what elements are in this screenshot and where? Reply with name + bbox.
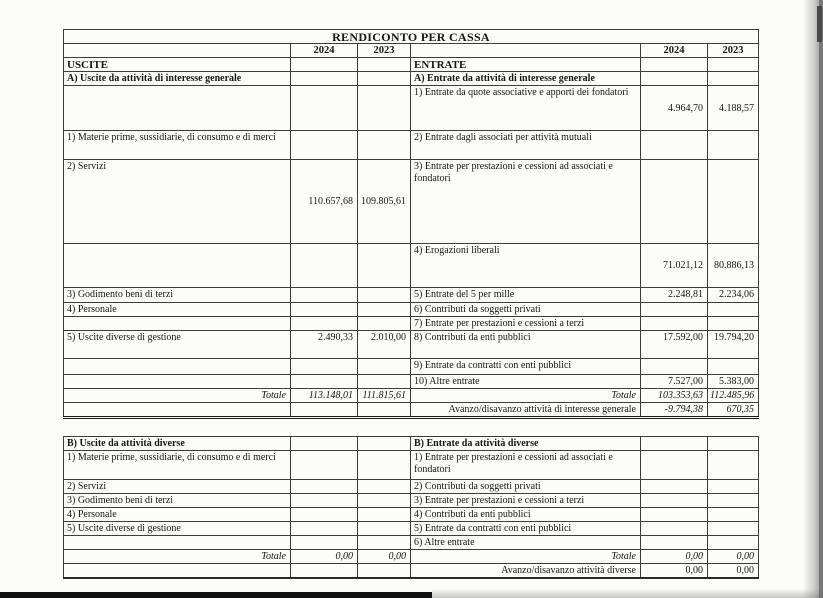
empty-cell	[708, 58, 759, 72]
empty-cell	[641, 58, 708, 72]
a-entrate-cinque-per-mille-2023: 2.234,06	[708, 288, 759, 303]
a-entrate-altre-2023: 5.383,00	[708, 375, 759, 389]
empty-cell	[708, 536, 759, 550]
col-header-entrate-2024: 2024	[641, 44, 708, 58]
a-uscite-personale-label: 4) Personale	[64, 303, 291, 317]
a-entrate-quote-label: 1) Entrate da quote associative e apporti dei fondatori	[411, 86, 641, 131]
b-entrate-prestazioni-associati-label: 1) Entrate per prestazioni e cessioni ad associati e fondatori	[411, 451, 641, 480]
a-uscite-servizi-2023: 109.805,61	[358, 160, 411, 244]
b-entrate-soggetti-privati-label: 2) Contributi da soggetti privati	[411, 480, 641, 494]
uscite-header: USCITE	[64, 58, 291, 72]
empty-cell	[641, 317, 708, 331]
col-header-uscite-2024: 2024	[291, 44, 358, 58]
empty-cell	[291, 317, 358, 331]
b-entrate-totale-label: Totale	[411, 550, 641, 564]
a-entrate-mutuali-label: 2) Entrate dagli associati per attività mutuali	[411, 131, 641, 160]
empty-cell	[708, 437, 759, 451]
empty-cell	[64, 403, 291, 418]
empty-cell	[358, 480, 411, 494]
a-entrate-erogazioni-2024: 71.021,12	[641, 244, 708, 288]
a-entrate-contratti-enti-label: 9) Entrate da contratti con enti pubblici	[411, 359, 641, 375]
empty-cell	[708, 522, 759, 536]
empty-cell	[641, 480, 708, 494]
empty-cell	[64, 375, 291, 389]
a-avanzo-label: Avanzo/disavanzo attività di interesse generale	[411, 403, 641, 418]
empty-cell	[708, 131, 759, 160]
col-header-entrate-2023: 2023	[708, 44, 759, 58]
a-entrate-soggetti-privati-label: 6) Contributi da soggetti privati	[411, 303, 641, 317]
a-entrate-enti-pubblici-2024: 17.592,00	[641, 331, 708, 359]
a-uscite-diverse-label: 5) Uscite diverse di gestione	[64, 331, 291, 359]
empty-cell	[291, 403, 358, 418]
empty-cell	[291, 564, 358, 579]
empty-cell	[291, 451, 358, 480]
b-entrate-enti-pubblici-label: 4) Contributi da enti pubblici	[411, 508, 641, 522]
empty-cell	[708, 317, 759, 331]
empty-cell	[358, 564, 411, 579]
empty-cell	[358, 317, 411, 331]
a-entrate-enti-pubblici-2023: 19.794,20	[708, 331, 759, 359]
a-entrate-erogazioni-2023: 80.886,13	[708, 244, 759, 288]
empty-cell	[641, 536, 708, 550]
empty-cell	[358, 288, 411, 303]
empty-cell	[291, 508, 358, 522]
a-entrate-totale-2023: 112.485,96	[708, 389, 759, 403]
a-uscite-godimento-label: 3) Godimento beni di terzi	[64, 288, 291, 303]
empty-cell	[641, 494, 708, 508]
empty-cell	[358, 131, 411, 160]
empty-cell	[291, 494, 358, 508]
empty-cell	[641, 522, 708, 536]
empty-cell	[64, 244, 291, 288]
empty-cell	[358, 403, 411, 418]
empty-cell	[358, 359, 411, 375]
empty-cell	[291, 437, 358, 451]
b-uscite-materie-prime-label: 1) Materie prime, sussidiarie, di consumo e di merci	[64, 451, 291, 480]
a-entrate-quote-2023: 4.188,57	[708, 86, 759, 131]
empty-cell	[641, 451, 708, 480]
b-entrate-contratti-enti-label: 5) Entrate da contratti con enti pubblici	[411, 522, 641, 536]
empty-cell	[358, 437, 411, 451]
empty-cell	[708, 494, 759, 508]
empty-cell	[64, 44, 291, 58]
empty-cell	[411, 44, 641, 58]
a-avanzo-2023: 670,35	[708, 403, 759, 418]
empty-cell	[64, 317, 291, 331]
empty-cell	[291, 244, 358, 288]
b-avanzo-2024: 0,00	[641, 564, 708, 579]
a-entrate-enti-pubblici-label: 8) Contributi da enti pubblici	[411, 331, 641, 359]
empty-cell	[291, 131, 358, 160]
b-avanzo-label: Avanzo/disavanzo attività diverse	[411, 564, 641, 579]
a-entrate-quote-2024: 4.964,70	[641, 86, 708, 131]
a-entrate-altre-label: 10) Altre entrate	[411, 375, 641, 389]
scan-right-edge-line	[819, 0, 823, 598]
empty-cell	[358, 86, 411, 131]
empty-cell	[708, 480, 759, 494]
b-avanzo-2023: 0,00	[708, 564, 759, 579]
empty-cell	[358, 244, 411, 288]
empty-cell	[708, 451, 759, 480]
empty-cell	[708, 160, 759, 244]
empty-cell	[291, 58, 358, 72]
b-entrate-totale-2024: 0,00	[641, 550, 708, 564]
a-uscite-materie-prime-label: 1) Materie prime, sussidiarie, di consumo e di merci	[64, 131, 291, 160]
b-uscite-personale-label: 4) Personale	[64, 508, 291, 522]
a-avanzo-2024: -9.794,38	[641, 403, 708, 418]
empty-cell	[641, 72, 708, 86]
b-uscite-totale-label: Totale	[64, 550, 291, 564]
b-uscite-totale-2024: 0,00	[291, 550, 358, 564]
empty-cell	[358, 303, 411, 317]
a-uscite-servizi-label: 2) Servizi	[64, 160, 291, 244]
empty-cell	[64, 359, 291, 375]
empty-cell	[641, 160, 708, 244]
empty-cell	[708, 72, 759, 86]
scan-bottom-black-bar	[0, 592, 432, 598]
empty-cell	[708, 359, 759, 375]
a-uscite-totale-label: Totale	[64, 389, 291, 403]
col-header-uscite-2023: 2023	[358, 44, 411, 58]
empty-cell	[291, 303, 358, 317]
b-uscite-totale-2023: 0,00	[358, 550, 411, 564]
empty-cell	[641, 131, 708, 160]
empty-cell	[291, 480, 358, 494]
empty-cell	[64, 564, 291, 579]
empty-cell	[641, 303, 708, 317]
a-entrate-prestazioni-terzi-label: 7) Entrate per prestazioni e cessioni a terzi	[411, 317, 641, 331]
entrate-header: ENTRATE	[411, 58, 641, 72]
b-entrate-totale-2023: 0,00	[708, 550, 759, 564]
a-uscite-totale-2024: 113.148,01	[291, 389, 358, 403]
empty-cell	[708, 303, 759, 317]
b-entrate-prestazioni-terzi-label: 3) Entrate per prestazioni e cessioni a terzi	[411, 494, 641, 508]
report-title: RENDICONTO PER CASSA	[64, 30, 759, 44]
b-entrate-altre-label: 6) Altre entrate	[411, 536, 641, 550]
scan-top-right-mark	[817, 6, 822, 42]
empty-cell	[291, 522, 358, 536]
a-uscite-diverse-2024: 2.490,33	[291, 331, 358, 359]
empty-cell	[358, 494, 411, 508]
a-entrate-cinque-per-mille-label: 5) Entrate del 5 per mille	[411, 288, 641, 303]
empty-cell	[291, 72, 358, 86]
empty-cell	[291, 288, 358, 303]
empty-cell	[708, 508, 759, 522]
b-uscite-diverse-label: 5) Uscite diverse di gestione	[64, 522, 291, 536]
a-uscite-servizi-2024: 110.657,68	[291, 160, 358, 244]
a-uscite-totale-2023: 111.815,61	[358, 389, 411, 403]
b-uscite-godimento-label: 3) Godimento beni di terzi	[64, 494, 291, 508]
a-entrate-cinque-per-mille-2024: 2.248,81	[641, 288, 708, 303]
a-uscite-section-title: A) Uscite da attività di interesse generale	[64, 72, 291, 86]
a-entrate-totale-2024: 103.353,63	[641, 389, 708, 403]
empty-cell	[641, 437, 708, 451]
empty-cell	[358, 522, 411, 536]
b-uscite-section-title: B) Uscite da attività diverse	[64, 437, 291, 451]
a-entrate-totale-label: Totale	[411, 389, 641, 403]
a-entrate-prestazioni-associati-label: 3) Entrate per prestazioni e cessioni ad associati e fondatori	[411, 160, 641, 244]
a-entrate-section-title: A) Entrate da attività di interesse generale	[411, 72, 641, 86]
empty-cell	[291, 86, 358, 131]
b-uscite-servizi-label: 2) Servizi	[64, 480, 291, 494]
empty-cell	[291, 359, 358, 375]
empty-cell	[358, 375, 411, 389]
a-uscite-diverse-2023: 2.010,00	[358, 331, 411, 359]
empty-cell	[358, 508, 411, 522]
empty-cell	[641, 508, 708, 522]
empty-cell	[641, 359, 708, 375]
empty-cell	[291, 375, 358, 389]
a-entrate-altre-2024: 7.527,00	[641, 375, 708, 389]
empty-cell	[358, 72, 411, 86]
rendiconto-table-section-b	[63, 436, 759, 579]
empty-cell	[64, 536, 291, 550]
empty-cell	[64, 86, 291, 131]
empty-cell	[358, 536, 411, 550]
empty-cell	[291, 536, 358, 550]
rendiconto-table-section-a	[63, 29, 759, 419]
a-entrate-erogazioni-label: 4) Erogazioni liberali	[411, 244, 641, 288]
empty-cell	[358, 451, 411, 480]
scan-bottom-shadow	[432, 589, 823, 598]
b-entrate-section-title: B) Entrate da attività diverse	[411, 437, 641, 451]
empty-cell	[358, 58, 411, 72]
